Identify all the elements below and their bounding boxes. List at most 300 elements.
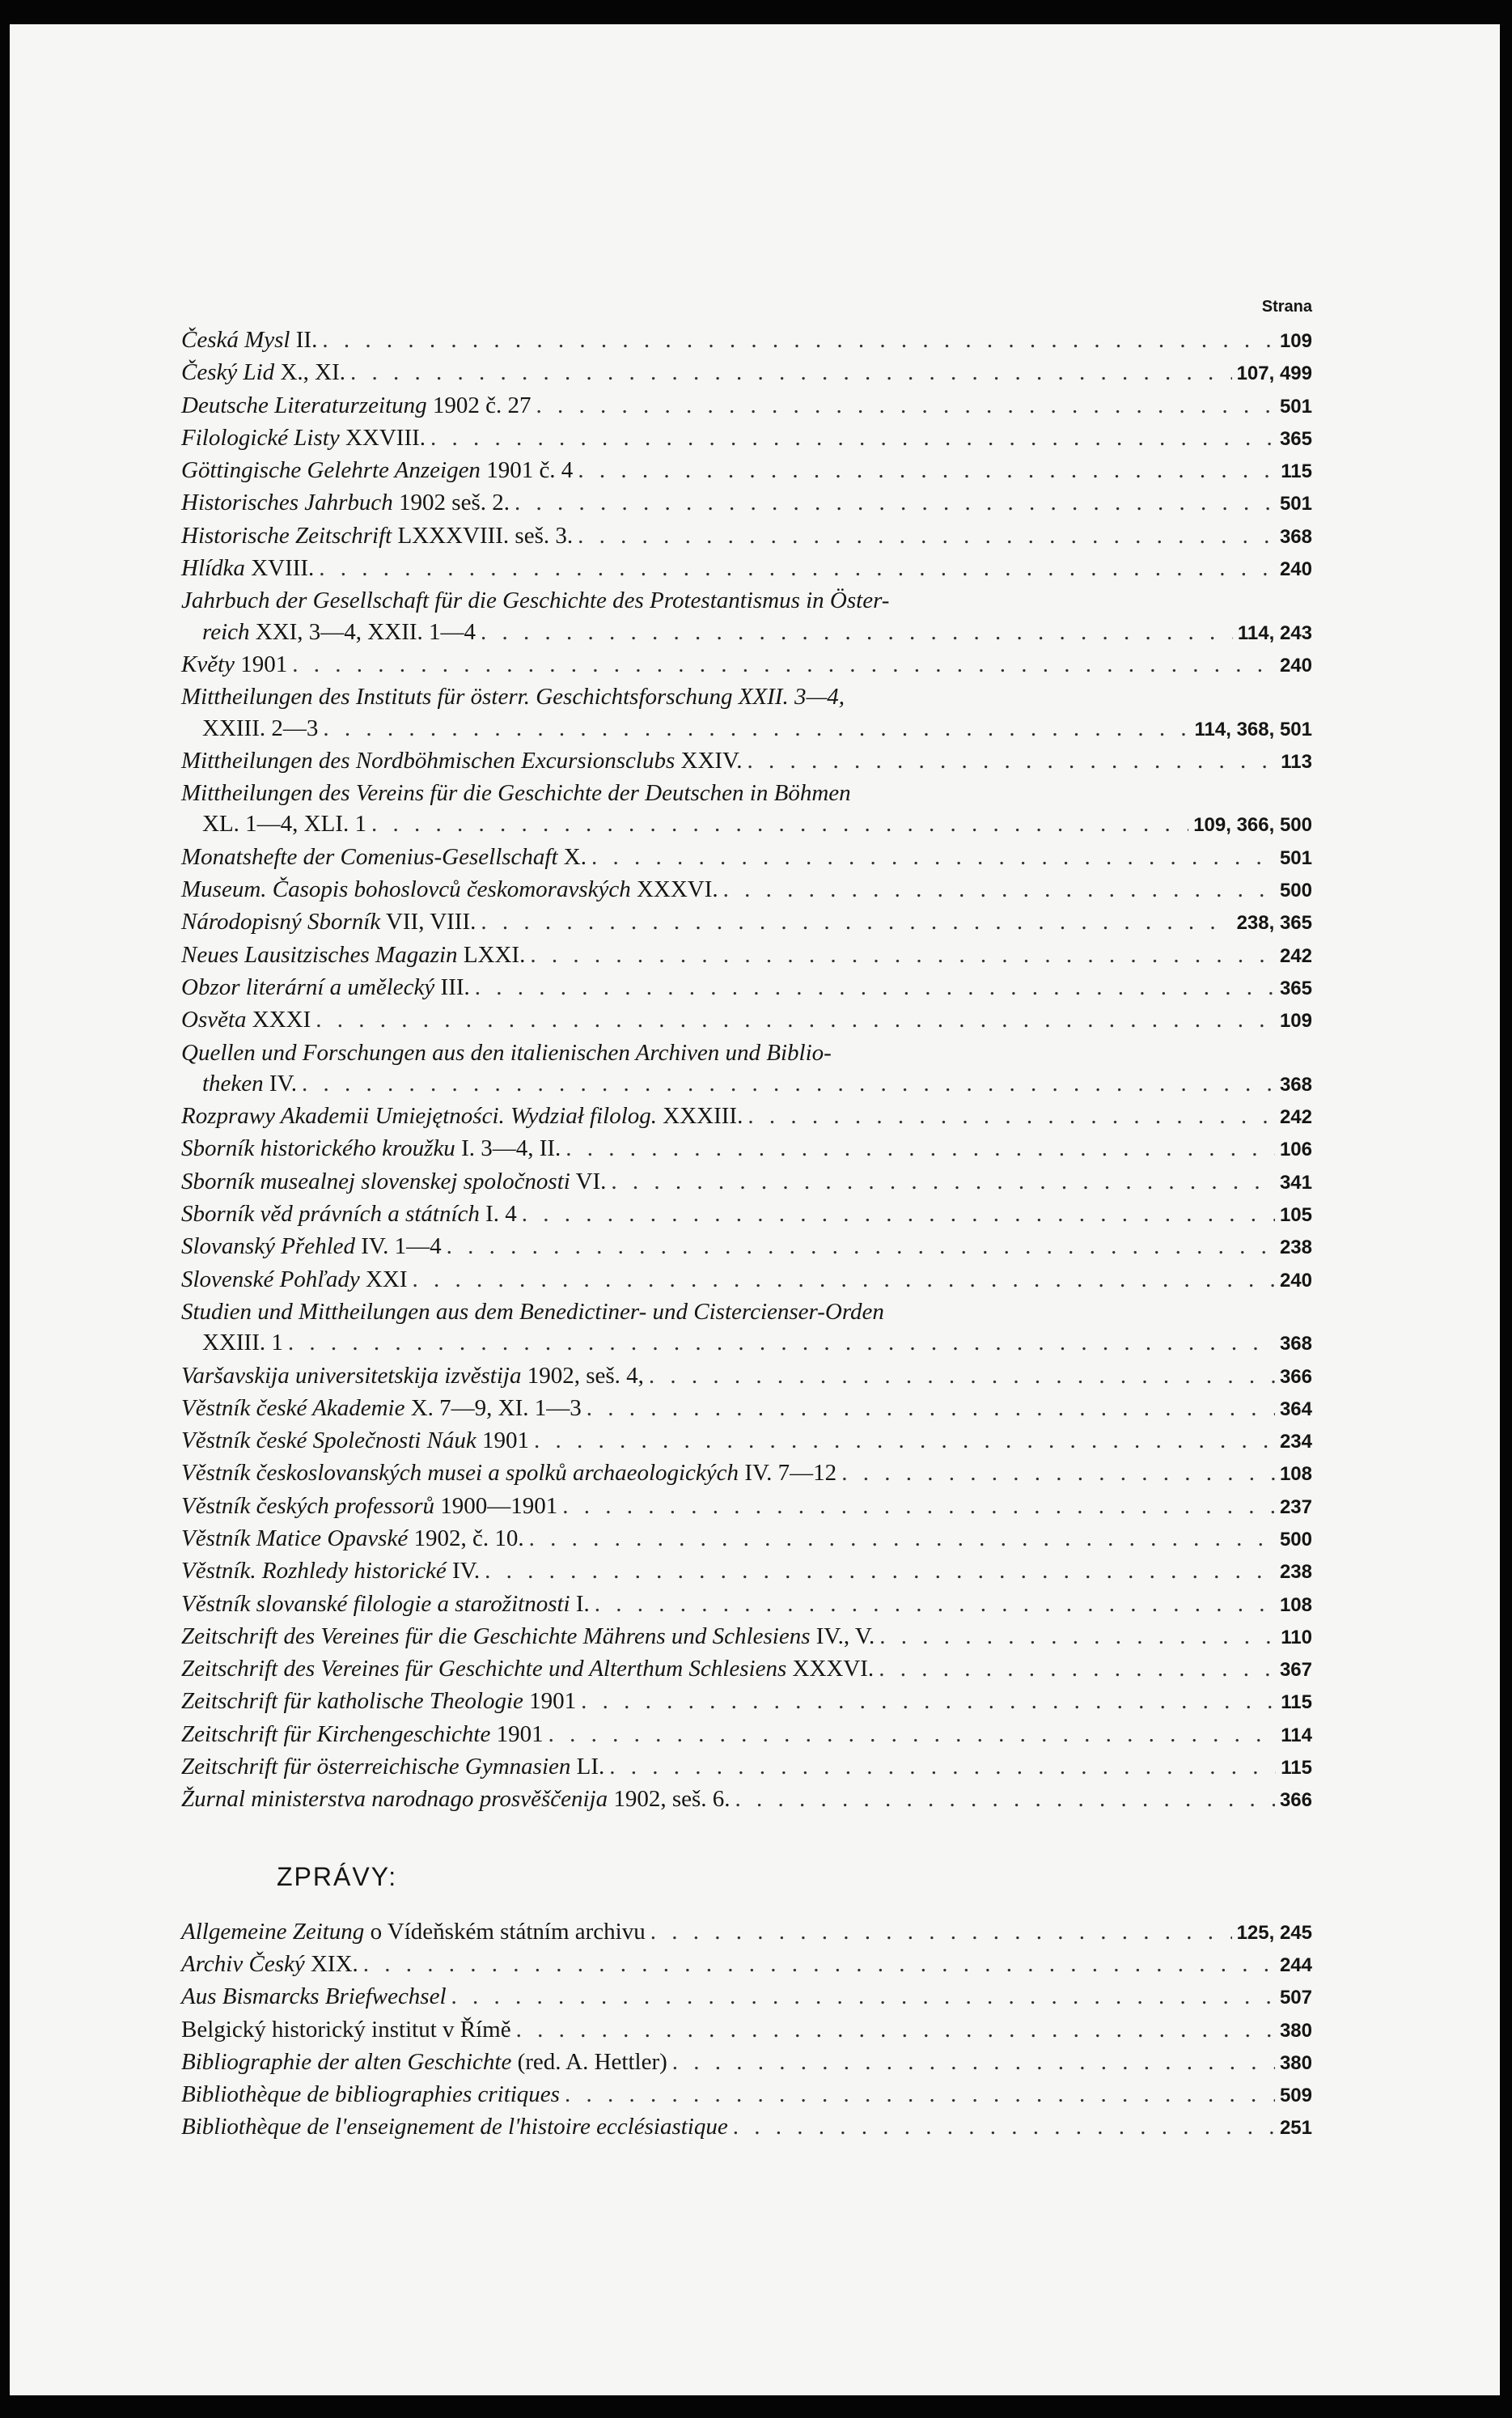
leader-dots (595, 1589, 1275, 1619)
entry-lead (181, 1457, 836, 1488)
entry-line (181, 1621, 1312, 1653)
leader-dots (516, 2014, 1275, 2045)
entry-volume: 1901 (523, 1688, 577, 1715)
entry-pages: 114, 368, 501 (1194, 718, 1312, 740)
entry-pages: 114 (1281, 1724, 1312, 1746)
journal-entry (180, 1719, 1312, 1751)
entry-pages: 509 (1279, 2085, 1312, 2107)
entry-line (181, 1231, 1312, 1263)
entry-line (181, 940, 1312, 972)
leader-dots (672, 2047, 1275, 2077)
page (10, 24, 1500, 2395)
entry-line (181, 1133, 1312, 1165)
entry-pages: 114, 243 (1237, 621, 1312, 644)
leader-dots (322, 325, 1275, 355)
entry-volume: X. (557, 843, 587, 870)
entry-title-line: Quellen und Forschungen aus den italienischen Archiven und Biblio- (181, 1039, 832, 1066)
entry-title: Sborník musealnej slovenskej spoločnosti (181, 1168, 570, 1194)
section-heading-zpravy: ZPRÁVY: (277, 1861, 398, 1891)
entry-title: reich (202, 618, 250, 645)
entry-pages: 368 (1279, 1073, 1312, 1096)
journal-entry (180, 325, 1312, 357)
journal-entry (180, 553, 1312, 585)
entry-line (181, 745, 1312, 778)
entry-lead (181, 842, 587, 872)
entry-pages: 500 (1279, 880, 1312, 902)
entry-volume: XXIII. 2—3 (202, 715, 319, 741)
entry-line (181, 390, 1312, 422)
entry-pages: 238 (1279, 1237, 1312, 1259)
entry-line (181, 1981, 1312, 2013)
journal-entry (180, 1101, 1312, 1133)
entry-volume: IV. 1—4 (355, 1233, 442, 1260)
entry-line (181, 2079, 1312, 2111)
entry-line (181, 422, 1312, 455)
entry-volume: LXXI. (457, 941, 526, 968)
entry-line (181, 1949, 1312, 1981)
entry-line (181, 1751, 1312, 1784)
journal-entry (180, 1198, 1312, 1231)
leader-dots (879, 1621, 1276, 1652)
journal-entry (180, 1296, 1312, 1360)
entry-lead (181, 906, 476, 937)
journal-entry (180, 745, 1312, 778)
entry-lead (181, 1360, 644, 1391)
entry-lead (181, 2079, 560, 2110)
journal-entry (180, 1393, 1312, 1425)
entry-pages: 234 (1279, 1431, 1312, 1453)
leader-dots (649, 1360, 1275, 1391)
entry-title: Osvěta (181, 1007, 247, 1033)
entry-title: Národopisný Sborník (181, 909, 381, 935)
entry-title: Göttingische Gelehrte Anzeigen (181, 457, 481, 484)
journal-list (180, 325, 1312, 1817)
entry-volume: 1901 (235, 651, 288, 677)
entry-pages: 113 (1281, 750, 1312, 773)
entry-line (181, 520, 1312, 553)
journal-entry (180, 940, 1312, 972)
journal-entry (180, 422, 1312, 455)
entry-pages: 341 (1279, 1171, 1312, 1194)
entry-volume: 1902, seš. 4, (521, 1362, 644, 1389)
journal-entry (180, 455, 1312, 487)
entry-volume: 1902 seš. 2. (392, 490, 510, 516)
entry-pages: 242 (1279, 944, 1312, 967)
entry-title: Věstník české Akademie (181, 1394, 405, 1421)
entry-volume: I. (570, 1590, 590, 1617)
entry-pages: 507 (1279, 1987, 1312, 2009)
entry-title: Museum. Časopis bohoslovců českomoravských (181, 876, 631, 903)
entry-pages: 237 (1279, 1495, 1312, 1518)
entry-line (181, 972, 1312, 1004)
entry-pages: 368 (1279, 525, 1312, 548)
leader-dots (735, 1784, 1275, 1814)
entry-volume: XXIII. 1 (202, 1330, 283, 1356)
leader-dots (591, 842, 1275, 872)
journal-entry (180, 1264, 1312, 1296)
entry-title: Česká Mysl (181, 327, 290, 353)
entry-lead (181, 874, 718, 905)
entry-line (181, 1589, 1312, 1621)
entry-title: Žurnal ministerstva narodnago prosvěščenija (181, 1786, 608, 1813)
journal-entry (180, 1555, 1312, 1588)
journal-entry (180, 1589, 1312, 1621)
entry-line (181, 1719, 1312, 1751)
entry-title: Květy (181, 651, 235, 677)
entry-pages: 380 (1279, 2019, 1312, 2042)
entry-line (181, 1523, 1312, 1555)
entry-line (181, 487, 1312, 520)
entry-lead (181, 1686, 576, 1716)
report-entry (180, 2047, 1312, 2079)
entry-lead (181, 1784, 731, 1814)
report-entry (180, 2014, 1312, 2047)
entry-line (181, 842, 1312, 874)
leader-dots (319, 553, 1275, 583)
entry-pages: 240 (1279, 654, 1312, 677)
entry-pages: 125, 245 (1236, 1921, 1312, 1944)
entry-pages: 105 (1279, 1204, 1312, 1227)
leader-dots (522, 1198, 1275, 1229)
entry-line (181, 1784, 1312, 1816)
journal-entry (180, 357, 1312, 389)
leader-dots (565, 2079, 1275, 2110)
report-entry (180, 2079, 1312, 2111)
entry-title: Zeitschrift für österreichische Gymnasien (181, 1754, 571, 1780)
entry-title: Český Lid (181, 359, 275, 386)
entry-line (181, 1393, 1312, 1425)
journal-entry (180, 1653, 1312, 1686)
entry-line (181, 874, 1312, 906)
entry-lead (181, 422, 426, 453)
leader-dots (302, 1068, 1275, 1099)
entry-volume: I. 3—4, II. (455, 1135, 561, 1162)
entry-lead (181, 2111, 728, 2142)
entry-lead (181, 1523, 524, 1554)
entry-line (181, 617, 1312, 649)
journal-entry (180, 1621, 1312, 1653)
report-entry (180, 1949, 1312, 1981)
journal-entry (180, 1751, 1312, 1784)
entry-title: Věstník slovanské filologie a starožitnosti (181, 1590, 570, 1617)
entry-pages: 115 (1281, 460, 1312, 483)
entry-pages: 367 (1279, 1659, 1312, 1682)
entry-volume: o Vídeňském státním archivu (364, 1918, 646, 1945)
journal-entry (180, 906, 1312, 939)
leader-dots (288, 1327, 1275, 1358)
entry-volume: X., XI. (274, 359, 345, 386)
entry-lead (181, 487, 510, 518)
leader-dots (562, 1491, 1275, 1521)
entry-lead (202, 1327, 283, 1358)
report-list (180, 1916, 1312, 2144)
entry-title: Sborník věd právních a státních (181, 1201, 480, 1228)
leader-dots (748, 745, 1277, 776)
entry-volume: III. (434, 974, 470, 1000)
entry-title: Zeitschrift für katholische Theologie (181, 1688, 523, 1715)
entry-volume: XXI, 3—4, XXII. 1—4 (249, 618, 476, 645)
leader-dots (530, 940, 1275, 970)
entry-lead (202, 713, 318, 744)
leader-dots (481, 906, 1231, 937)
report-entry (180, 1916, 1312, 1949)
leader-dots (879, 1653, 1275, 1684)
entry-lead (181, 325, 317, 355)
entry-title: Bibliothèque de l'enseignement de l'histoire ecclésiastique (181, 2114, 728, 2140)
entry-pages: 109 (1279, 330, 1312, 352)
leader-dots (536, 390, 1275, 421)
entry-line (181, 455, 1312, 487)
entry-volume: X. 7—9, XI. 1—3 (404, 1394, 582, 1421)
leader-dots (447, 1231, 1275, 1262)
journal-entry (180, 778, 1312, 842)
entry-pages: 240 (1279, 1269, 1312, 1292)
entry-volume: XXXI (246, 1007, 311, 1033)
entry-volume: XIX. (304, 1950, 358, 1977)
entry-lead (202, 1068, 297, 1099)
entry-title: Věstník. Rozhledy historické (181, 1558, 447, 1584)
entry-lead (181, 1004, 311, 1035)
entry-lead (181, 1166, 606, 1197)
entry-pages: 500 (1279, 1528, 1312, 1550)
entry-title: Filologické Listy (181, 424, 340, 451)
journal-entry (180, 585, 1312, 649)
journal-entry (180, 681, 1312, 745)
entry-line (181, 2047, 1312, 2079)
entry-volume: VII, VIII. (380, 909, 476, 935)
leader-dots (481, 617, 1233, 647)
entry-volume: I. 4 (479, 1201, 517, 1228)
leader-dots (548, 1719, 1277, 1750)
leader-dots (578, 455, 1276, 486)
leader-dots (515, 487, 1275, 518)
entry-title: Sborník historického kroužku (181, 1135, 455, 1162)
entry-line (181, 1101, 1312, 1133)
entry-lead (181, 2014, 511, 2045)
leader-dots (413, 1264, 1275, 1295)
leader-dots (350, 357, 1232, 388)
entry-lead (181, 1653, 874, 1684)
entry-pages: 501 (1279, 846, 1312, 869)
journal-entry (180, 390, 1312, 422)
entry-lead (181, 553, 314, 583)
entry-title: Zeitschrift des Vereines für Geschichte und Alterthum Schlesiens (181, 1656, 787, 1682)
leader-dots (565, 1133, 1275, 1164)
leader-dots (748, 1101, 1275, 1131)
entry-title: Historische Zeitschrift (181, 522, 392, 549)
entry-line (181, 1004, 1312, 1037)
entry-pages: 110 (1281, 1626, 1312, 1648)
entry-title: Rozprawy Akademii Umiejętności. Wydział filolog. (181, 1103, 658, 1130)
entry-line (181, 553, 1312, 585)
entry-volume: Belgický historický institut v Římě (181, 2016, 511, 2043)
entry-pages: 109 (1279, 1010, 1312, 1033)
entry-line (181, 1491, 1312, 1523)
entry-volume: XXXVI. (786, 1656, 875, 1682)
entry-line (181, 1916, 1312, 1949)
leader-dots (451, 1981, 1275, 2012)
entry-lead (181, 649, 287, 680)
journal-entry (180, 487, 1312, 520)
entry-title: Zeitschrift des Vereines für die Geschichte Mährens und Schlesiens (181, 1623, 811, 1649)
leader-dots (430, 422, 1275, 453)
journal-entry (180, 1457, 1312, 1490)
journal-entry (180, 1491, 1312, 1523)
entry-title: Aus Bismarcks Briefwechsel (181, 1983, 447, 2010)
entry-title: Věstník českoslovanských musei a spolků archaeologických (181, 1460, 739, 1487)
entry-title: Neues Lausitzisches Magazin (181, 941, 458, 968)
leader-dots (733, 2111, 1275, 2142)
entry-lead (181, 357, 345, 388)
journal-entry (180, 972, 1312, 1004)
entry-pages: 365 (1279, 977, 1312, 999)
leader-dots (475, 972, 1275, 1003)
entry-volume: XXVIII. (339, 424, 426, 451)
leader-dots (587, 1393, 1275, 1423)
leader-dots (578, 520, 1275, 551)
journal-entry (180, 1037, 1312, 1101)
leader-dots (371, 808, 1188, 839)
journal-entry (180, 1231, 1312, 1263)
entry-title-line: Mittheilungen des Vereins für die Geschichte der Deutschen in Böhmen (181, 780, 851, 807)
entry-title-line: Jahrbuch der Gesellschaft für die Geschichte des Protestantismus in Öster- (181, 588, 890, 614)
entry-pages: 366 (1279, 1365, 1312, 1388)
entry-volume: 1901 č. 4 (480, 457, 574, 484)
leader-dots (292, 649, 1275, 680)
journal-entry (180, 1686, 1312, 1718)
entry-lead (181, 1589, 590, 1619)
entry-pages: 244 (1279, 1953, 1312, 1976)
entry-pages: 238, 365 (1236, 912, 1312, 935)
entry-lead (181, 1198, 517, 1229)
entry-lead (181, 2047, 667, 2077)
entry-line (181, 906, 1312, 939)
leader-dots (581, 1686, 1276, 1716)
entry-line (181, 808, 1312, 841)
entry-title: Zeitschrift für Kirchengeschichte (181, 1720, 491, 1747)
entry-title: Věstník Matice Opavské (181, 1525, 409, 1551)
entry-pages: 366 (1279, 1789, 1312, 1812)
entry-volume: IV. (446, 1558, 481, 1584)
journal-entry (180, 1523, 1312, 1555)
leader-dots (650, 1916, 1232, 1947)
entry-title: Historisches Jahrbuch (181, 490, 393, 516)
entry-volume: II. (290, 327, 318, 353)
entry-volume: VI. (570, 1168, 607, 1194)
entry-pages: 106 (1279, 1139, 1312, 1161)
entry-lead (202, 617, 476, 647)
entry-volume: XXXIII. (657, 1103, 743, 1130)
report-entry (180, 2111, 1312, 2144)
entry-lead (181, 1231, 442, 1262)
entry-lead (181, 1949, 358, 1979)
entry-title-line: Studien und Mittheilungen aus dem Benedictiner- und Cistercienser-Orden (181, 1298, 884, 1325)
entry-volume: 1902 č. 27 (426, 392, 532, 418)
journal-entry (180, 1360, 1312, 1393)
entry-pages: 109, 366, 500 (1193, 814, 1312, 837)
entry-title: Allgemeine Zeitung (181, 1918, 365, 1945)
entry-title: Deutsche Literaturzeitung (181, 392, 427, 418)
entry-title: Hlídka (181, 555, 245, 582)
entry-title: Mittheilungen des Nordböhmischen Excursionsclubs (181, 747, 676, 774)
entry-volume: 1902, č. 10. (408, 1525, 524, 1551)
entry-line (181, 1068, 1312, 1101)
journal-entry (180, 1425, 1312, 1457)
entry-pages: 365 (1279, 427, 1312, 450)
entry-pages: 364 (1279, 1398, 1312, 1420)
report-entry (180, 1981, 1312, 2013)
journal-entry (180, 1133, 1312, 1165)
journal-entry (180, 520, 1312, 553)
entry-title: Varšavskija universitetskija izvěstija (181, 1362, 522, 1389)
entry-line (181, 1457, 1312, 1490)
entry-volume: IV., V. (810, 1623, 875, 1649)
entry-lead (181, 1101, 743, 1131)
leader-dots (485, 1555, 1275, 1586)
leader-dots (323, 713, 1189, 744)
entry-pages: 242 (1279, 1106, 1312, 1129)
entry-line (181, 2111, 1312, 2144)
entry-volume: 1900—1901 (434, 1492, 558, 1519)
entry-title: Bibliographie der alten Geschichte (181, 2048, 512, 2075)
entry-pages: 501 (1279, 395, 1312, 418)
entry-volume: XXI (359, 1266, 408, 1292)
entry-lead (181, 455, 573, 486)
entry-pages: 107, 499 (1236, 363, 1312, 385)
entry-lead (181, 1621, 875, 1652)
entry-lead (181, 972, 470, 1003)
leader-dots (363, 1949, 1275, 1979)
entry-line (181, 1555, 1312, 1588)
entry-volume: IV. 7—12 (739, 1460, 837, 1487)
entry-pages: 108 (1279, 1463, 1312, 1486)
entry-lead (181, 1555, 480, 1586)
leader-dots (611, 1166, 1275, 1197)
entry-line (181, 1327, 1312, 1360)
journal-entry (180, 1004, 1312, 1037)
leader-dots (529, 1523, 1275, 1554)
entry-line (181, 713, 1312, 745)
journal-entry (180, 874, 1312, 906)
entry-line (181, 2014, 1312, 2047)
journal-entry (180, 1784, 1312, 1816)
entry-title: Věstník českých professorů (181, 1492, 434, 1519)
entry-line (181, 1653, 1312, 1686)
entry-lead (181, 940, 525, 970)
entry-lead (181, 1719, 544, 1750)
entry-pages: 240 (1279, 558, 1312, 581)
entry-pages: 108 (1279, 1593, 1312, 1616)
entry-pages: 115 (1281, 1691, 1312, 1714)
entry-pages: 501 (1279, 493, 1312, 515)
entry-lead (181, 745, 743, 776)
entry-volume: 1902, seš. 6. (608, 1786, 731, 1813)
entry-lead (181, 390, 532, 421)
leader-dots (534, 1425, 1275, 1456)
entry-volume: 1901 (490, 1720, 544, 1747)
entry-title: Monatshefte der Comenius-Gesellschaft (181, 843, 558, 870)
entry-lead (181, 1425, 529, 1456)
leader-dots (609, 1751, 1276, 1782)
entry-lead (181, 1264, 408, 1295)
entry-title: Archiv Český (181, 1950, 305, 1977)
journal-entry (180, 842, 1312, 874)
entry-line (181, 1166, 1312, 1198)
entry-volume: 1901 (476, 1427, 530, 1454)
entry-volume: LI. (570, 1754, 605, 1780)
column-header-strana: Strana (1261, 298, 1312, 316)
leader-dots (316, 1004, 1275, 1035)
